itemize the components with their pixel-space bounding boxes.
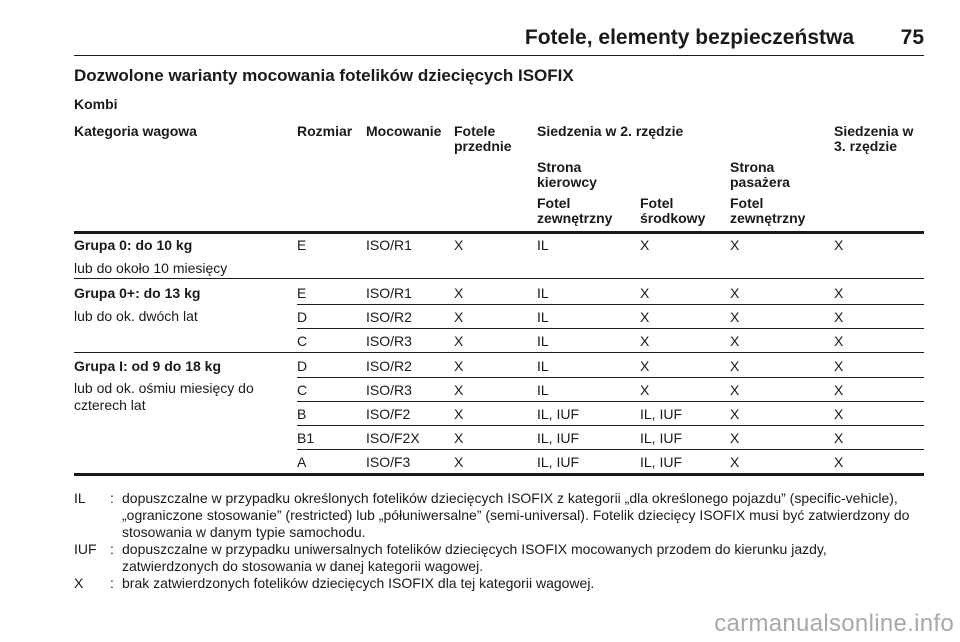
cell-zewn-pasazera: X bbox=[730, 285, 740, 301]
cell-zewn-pasazera: X bbox=[730, 454, 740, 470]
table-bottom-rule bbox=[74, 473, 924, 476]
page-number: 75 bbox=[900, 26, 924, 49]
cell-fotele-przednie: X bbox=[454, 358, 464, 374]
cell-srodkowy: X bbox=[640, 285, 650, 301]
note-text: dopuszczalne w przypadku określonych fotelików dziecięcych ISOFIX z kategorii „dla określonego pojazdu” (specific-vehicle), „ograniczone stosowanie” (restricted) lub „półuniwersalne” (semi-universal). Fotelik dziecięcy ISOFIX musi być zatwierdzony do stosowania w danym typie samochodu. bbox=[122, 490, 910, 540]
cell-zewn-kierowcy: IL bbox=[537, 382, 549, 398]
header-strona-kierowcy: Strona kierowcy bbox=[537, 159, 597, 190]
cell-rzad-3: X bbox=[834, 285, 844, 301]
header-rule bbox=[74, 55, 924, 56]
cell-zewn-pasazera: X bbox=[730, 382, 740, 398]
cell-srodkowy: IL, IUF bbox=[640, 406, 683, 422]
group-name: Grupa 0+: do 13 kg bbox=[74, 285, 201, 301]
cell-rozmiar: B1 bbox=[297, 430, 315, 446]
cell-zewn-kierowcy: IL bbox=[537, 309, 549, 325]
cell-rozmiar: D bbox=[297, 358, 308, 374]
row-divider bbox=[297, 328, 924, 329]
cell-rzad-3: X bbox=[834, 309, 844, 325]
header-title: Fotele, elementy bezpieczeństwa bbox=[524, 26, 854, 49]
cell-mocowanie: ISO/F2X bbox=[366, 430, 420, 446]
cell-mocowanie: ISO/R1 bbox=[366, 285, 412, 301]
cell-rozmiar: E bbox=[297, 285, 307, 301]
note-iuf bbox=[74, 541, 924, 575]
cell-zewn-pasazera: X bbox=[730, 333, 740, 349]
row-divider bbox=[297, 304, 924, 305]
cell-zewn-pasazera: X bbox=[730, 406, 740, 422]
cell-fotele-przednie: X bbox=[454, 406, 464, 422]
cell-zewn-kierowcy: IL bbox=[537, 358, 549, 374]
header-siedzenia-2: Siedzenia w 2. rzędzie bbox=[537, 123, 684, 139]
row-divider bbox=[74, 352, 924, 353]
cell-rzad-3: X bbox=[834, 430, 844, 446]
cell-rzad-3: X bbox=[834, 382, 844, 398]
header-siedzenia-3: Siedzenia w 3. rzędzie bbox=[834, 123, 914, 154]
cell-rozmiar: E bbox=[297, 237, 307, 253]
legend-notes bbox=[74, 490, 924, 592]
group-desc: lub do ok. dwóch lat bbox=[74, 308, 198, 324]
row-divider bbox=[297, 401, 924, 402]
cell-mocowanie: ISO/R2 bbox=[366, 358, 412, 374]
note-key: IUF bbox=[74, 541, 97, 557]
cell-srodkowy: IL, IUF bbox=[640, 430, 683, 446]
note-text: brak zatwierdzonych fotelików dziecięcych ISOFIX dla tej kategorii wagowej. bbox=[122, 575, 595, 591]
cell-srodkowy: X bbox=[640, 237, 650, 253]
cell-srodkowy: X bbox=[640, 309, 650, 325]
cell-fotele-przednie: X bbox=[454, 454, 464, 470]
cell-rzad-3: X bbox=[834, 333, 844, 349]
subtitle: Kombi bbox=[74, 96, 118, 112]
header-fotel-zewnetrzny-2: Fotel zewnętrzny bbox=[730, 195, 806, 226]
cell-rozmiar: C bbox=[297, 382, 308, 398]
note-colon: : bbox=[110, 490, 114, 506]
cell-mocowanie: ISO/F2 bbox=[366, 406, 411, 422]
header-kategoria: Kategoria wagowa bbox=[74, 123, 197, 139]
row-divider bbox=[297, 377, 924, 378]
watermark: carmanualsonline.info bbox=[714, 610, 954, 637]
note-x bbox=[74, 575, 924, 592]
group-name: Grupa 0: do 10 kg bbox=[74, 237, 193, 253]
cell-srodkowy: X bbox=[640, 333, 650, 349]
cell-fotele-przednie: X bbox=[454, 237, 464, 253]
header-mocowanie: Mocowanie bbox=[366, 123, 442, 139]
cell-fotele-przednie: X bbox=[454, 309, 464, 325]
cell-rzad-3: X bbox=[834, 358, 844, 374]
section-title: Dozwolone warianty mocowania fotelików dziecięcych ISOFIX bbox=[74, 66, 574, 85]
row-divider bbox=[74, 278, 924, 279]
cell-rozmiar: A bbox=[297, 454, 307, 470]
cell-fotele-przednie: X bbox=[454, 382, 464, 398]
cell-zewn-kierowcy: IL, IUF bbox=[537, 430, 580, 446]
note-colon: : bbox=[110, 575, 114, 591]
cell-zewn-pasazera: X bbox=[730, 309, 740, 325]
header-fotel-zewnetrzny-1: Fotel zewnętrzny bbox=[537, 195, 613, 226]
cell-srodkowy: X bbox=[640, 382, 650, 398]
header-divider bbox=[74, 231, 924, 234]
page-header bbox=[74, 26, 924, 56]
cell-rozmiar: D bbox=[297, 309, 308, 325]
cell-zewn-pasazera: X bbox=[730, 358, 740, 374]
cell-mocowanie: ISO/R2 bbox=[366, 309, 412, 325]
cell-mocowanie: ISO/R1 bbox=[366, 237, 412, 253]
note-key: X bbox=[74, 575, 84, 591]
row-divider bbox=[297, 425, 924, 426]
note-text: dopuszczalne w przypadku uniwersalnych fotelików dziecięcych ISOFIX mocowanych przodem do kierunku jazdy, zatwierdzonych do stosowania w danej kategorii wagowej. bbox=[122, 541, 827, 574]
group-name: Grupa I: od 9 do 18 kg bbox=[74, 358, 222, 374]
header-fotel-srodkowy: Fotel środkowy bbox=[640, 195, 706, 226]
cell-zewn-kierowcy: IL, IUF bbox=[537, 454, 580, 470]
header-strona-pasazera: Strona pasażera bbox=[730, 159, 790, 190]
cell-zewn-pasazera: X bbox=[730, 237, 740, 253]
cell-rozmiar: B bbox=[297, 406, 307, 422]
group-desc: lub od ok. ośmiu miesięcy do czterech lat bbox=[74, 380, 254, 413]
cell-rzad-3: X bbox=[834, 454, 844, 470]
cell-zewn-kierowcy: IL, IUF bbox=[537, 406, 580, 422]
cell-mocowanie: ISO/F3 bbox=[366, 454, 411, 470]
cell-srodkowy: IL, IUF bbox=[640, 454, 683, 470]
cell-fotele-przednie: X bbox=[454, 333, 464, 349]
header-fotele-przednie: Fotele przednie bbox=[454, 123, 512, 154]
note-il bbox=[74, 490, 924, 541]
cell-fotele-przednie: X bbox=[454, 285, 464, 301]
cell-fotele-przednie: X bbox=[454, 430, 464, 446]
cell-rzad-3: X bbox=[834, 237, 844, 253]
note-key: IL bbox=[74, 490, 86, 506]
cell-mocowanie: ISO/R3 bbox=[366, 333, 412, 349]
note-colon: : bbox=[110, 541, 114, 557]
row-divider bbox=[297, 449, 924, 450]
cell-mocowanie: ISO/R3 bbox=[366, 382, 412, 398]
group-desc: lub do około 10 miesięcy bbox=[74, 260, 228, 276]
cell-srodkowy: X bbox=[640, 358, 650, 374]
cell-zewn-kierowcy: IL bbox=[537, 285, 549, 301]
cell-rzad-3: X bbox=[834, 406, 844, 422]
cell-zewn-kierowcy: IL bbox=[537, 333, 549, 349]
cell-rozmiar: C bbox=[297, 333, 308, 349]
cell-zewn-pasazera: X bbox=[730, 430, 740, 446]
cell-zewn-kierowcy: IL bbox=[537, 237, 549, 253]
header-rozmiar: Rozmiar bbox=[297, 123, 353, 139]
